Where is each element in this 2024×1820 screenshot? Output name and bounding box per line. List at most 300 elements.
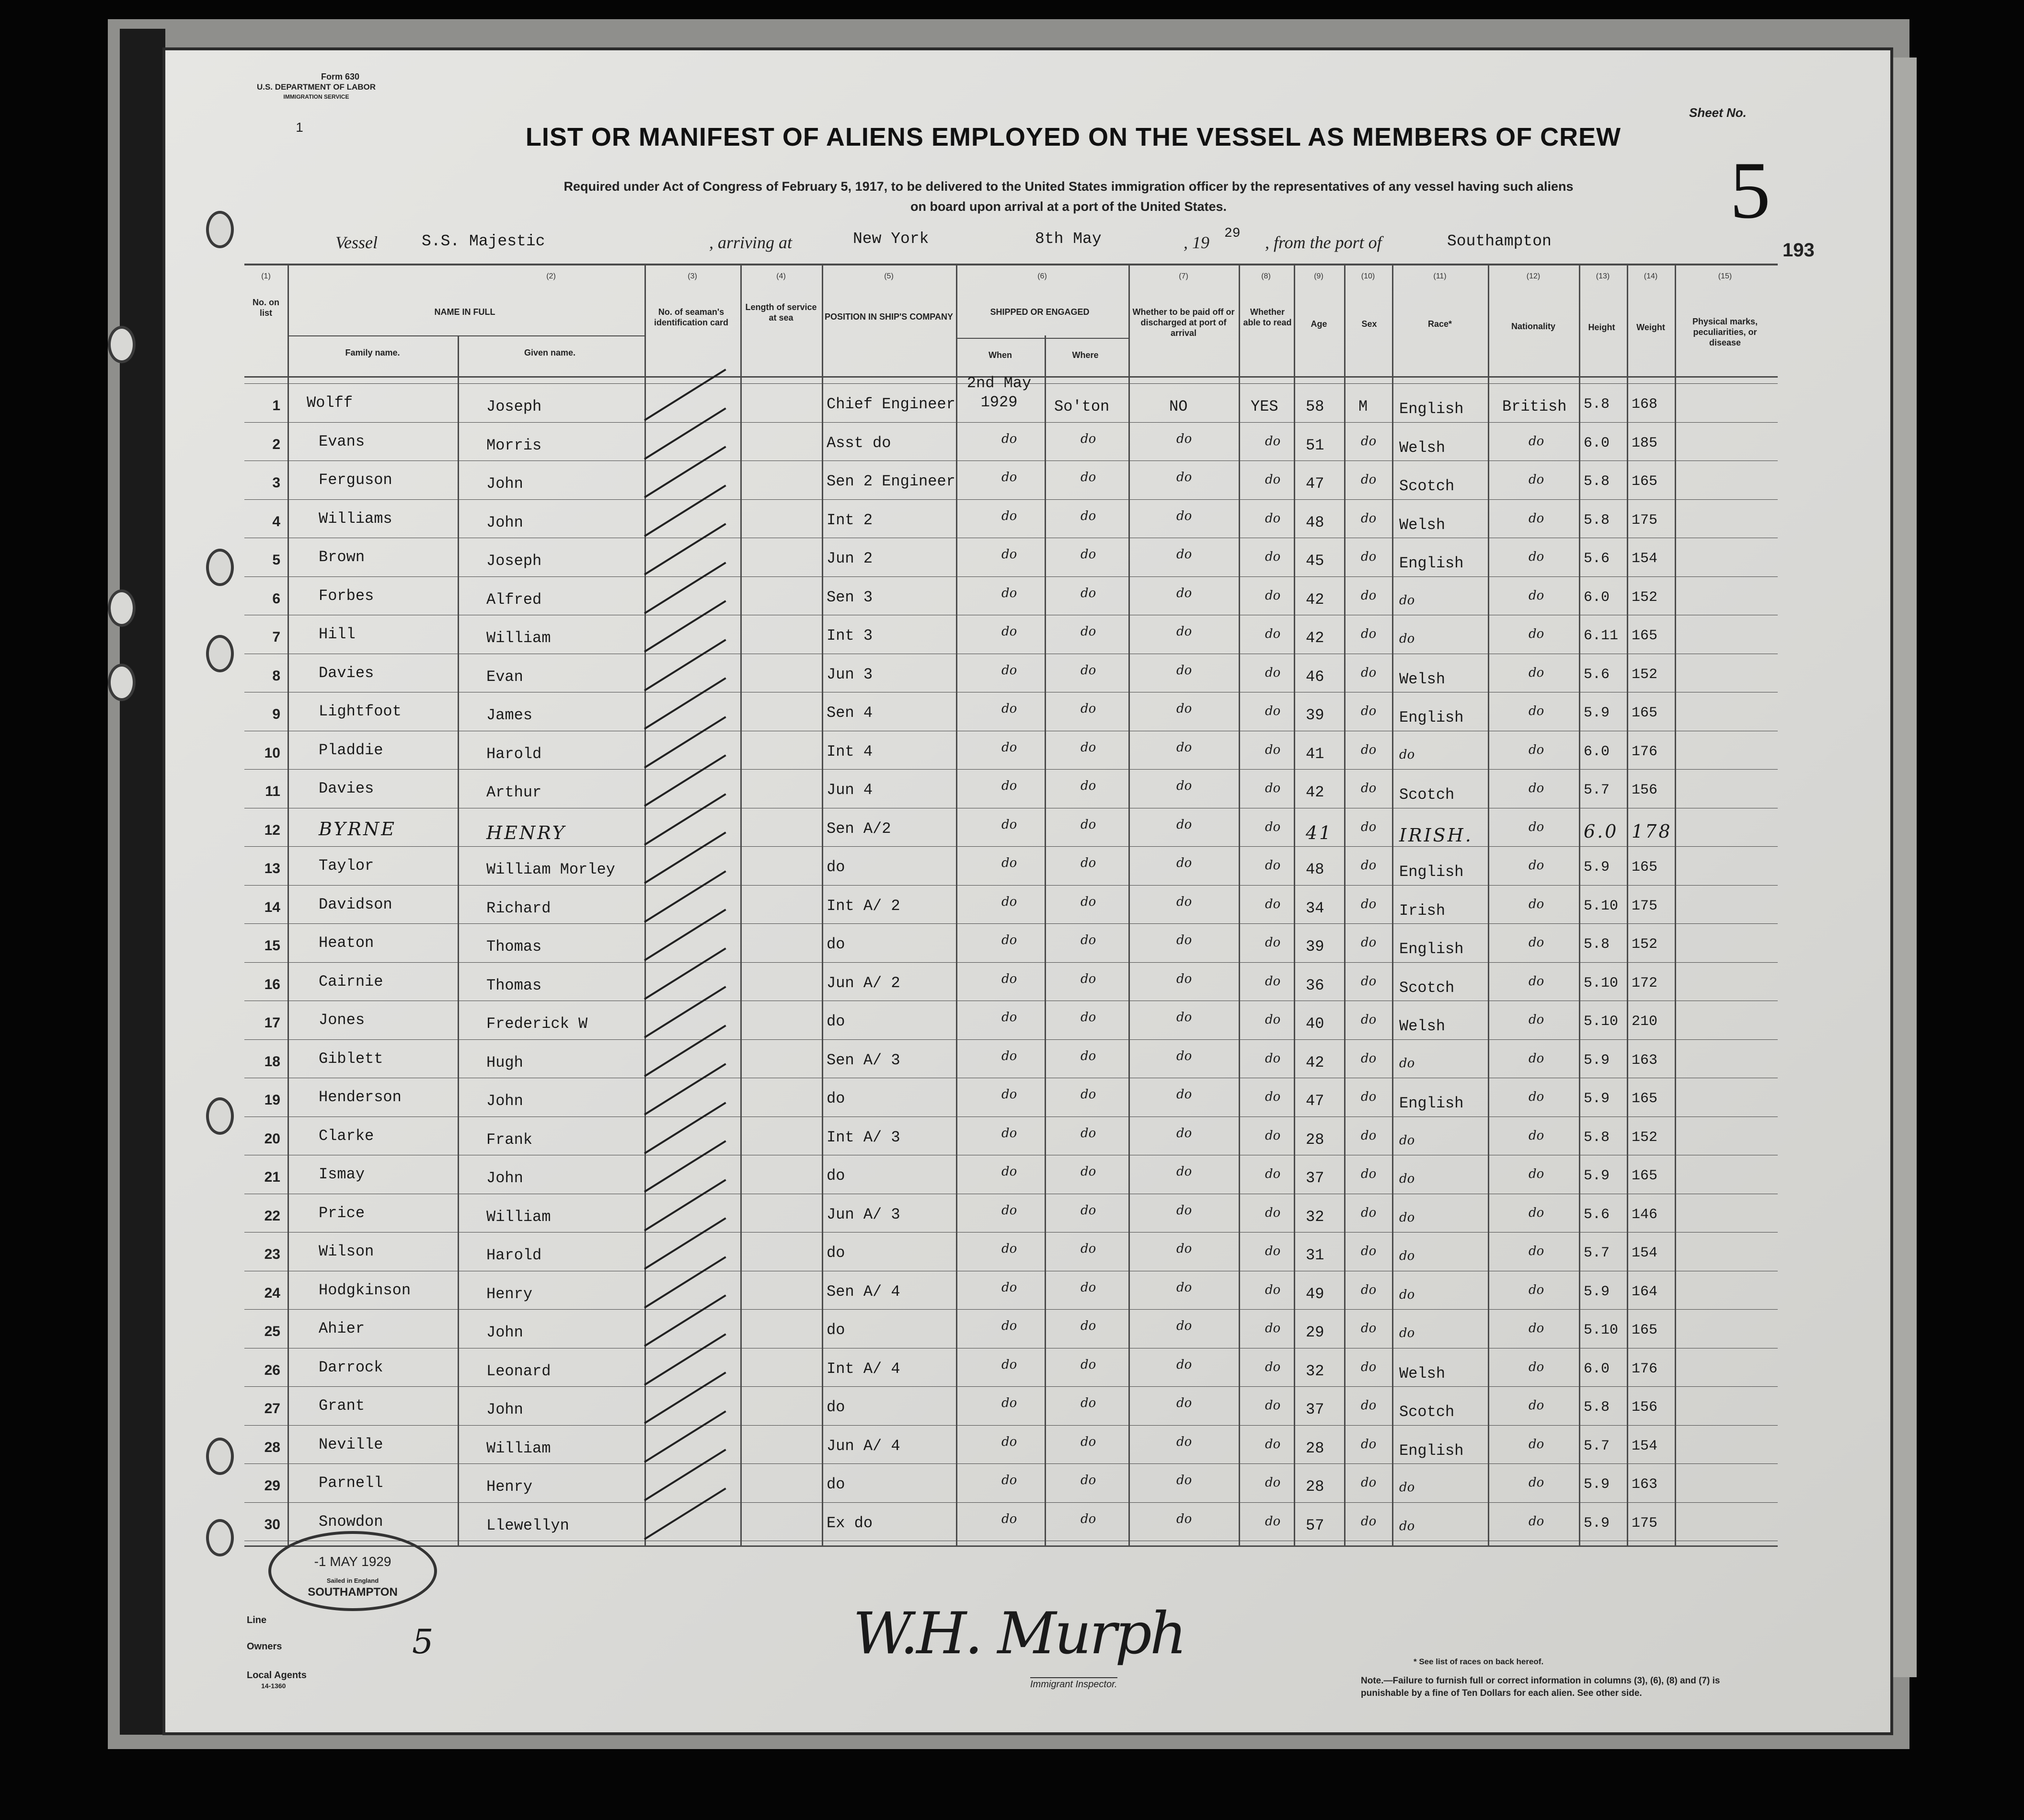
paid-off-ditto: do <box>1176 1473 1192 1487</box>
age: 28 <box>1306 1439 1324 1457</box>
shipped-when-ditto: do <box>1001 702 1017 716</box>
row-rule <box>244 1463 1778 1464</box>
paid-off-ditto: do <box>1176 624 1192 639</box>
race: Scotch <box>1399 477 1455 495</box>
row-rule <box>244 1309 1778 1310</box>
subtitle-line-2: on board upon arrival at a port of the United States. <box>910 199 1227 214</box>
shipped-where-ditto: do <box>1081 586 1096 600</box>
able-to-read-ditto: do <box>1265 819 1281 834</box>
nationality-ditto: do <box>1529 974 1544 989</box>
sex-ditto: do <box>1361 742 1377 757</box>
paid-off-ditto: do <box>1176 894 1192 909</box>
race: English <box>1399 1441 1464 1460</box>
header-nationality: Nationality <box>1511 322 1555 331</box>
paid-off-ditto: do <box>1176 1203 1192 1218</box>
height: 5.9 <box>1584 1283 1610 1300</box>
family-name: Price <box>319 1204 365 1222</box>
race: English <box>1399 554 1464 572</box>
row-number: 14 <box>264 899 280 915</box>
race: English <box>1399 863 1464 881</box>
nationality-ditto: do <box>1529 1321 1544 1336</box>
shipped-where-ditto: do <box>1081 856 1096 870</box>
given-name: Llewellyn <box>486 1516 569 1534</box>
race: Welsh <box>1399 670 1446 688</box>
nationality-ditto: do <box>1529 858 1544 873</box>
shipped-where-ditto: do <box>1081 1126 1096 1140</box>
name-subheader-rule <box>288 335 644 336</box>
able-to-read-ditto: do <box>1265 1321 1281 1336</box>
sex-ditto: do <box>1361 472 1377 487</box>
weight: 156 <box>1632 1399 1658 1416</box>
nationality-ditto: do <box>1529 1051 1544 1066</box>
shipped-where: So'ton <box>1054 398 1110 415</box>
row-number: 16 <box>264 976 280 992</box>
column-number: (8) <box>1261 272 1271 280</box>
sex-ditto: do <box>1361 511 1377 526</box>
row-rule <box>244 846 1778 847</box>
shipped-where-ditto: do <box>1081 1473 1096 1487</box>
able-to-read-ditto: do <box>1265 1205 1281 1220</box>
service-label: IMMIGRATION SERVICE <box>283 93 349 100</box>
position: Jun A/ 2 <box>827 974 900 992</box>
nationality-ditto: do <box>1529 434 1544 449</box>
able-to-read-ditto: do <box>1265 974 1281 989</box>
race: IRISH. <box>1399 824 1473 846</box>
shipped-when-ditto: do <box>1001 856 1017 870</box>
shipped-when-ditto: do <box>1001 1396 1017 1410</box>
row-number: 7 <box>272 629 280 645</box>
header-sex: Sex <box>1361 319 1377 329</box>
nationality-ditto: do <box>1529 588 1544 603</box>
paid-off-ditto: do <box>1176 856 1192 870</box>
race: Welsh <box>1399 516 1446 534</box>
given-name: Thomas <box>486 976 542 994</box>
position: Sen 3 <box>827 588 873 606</box>
manifest-subtitle <box>393 176 1744 217</box>
able-to-read-ditto: do <box>1265 1051 1281 1066</box>
race: do <box>1399 1172 1415 1186</box>
family-name: Williams <box>319 509 392 528</box>
able-to-read-ditto: do <box>1265 627 1281 641</box>
height: 5.8 <box>1584 396 1610 413</box>
nationality: British <box>1502 398 1567 415</box>
given-name: William <box>486 629 551 647</box>
able-to-read-ditto: do <box>1265 1013 1281 1027</box>
height: 5.10 <box>1584 975 1619 991</box>
age: 32 <box>1306 1208 1324 1226</box>
height: 5.6 <box>1584 551 1610 567</box>
shipped-when-ditto: do <box>1001 624 1017 639</box>
column-rule <box>1128 264 1130 1545</box>
given-name: Frederick W <box>486 1015 588 1033</box>
able-to-read-ditto: do <box>1265 665 1281 680</box>
given-name: Harold <box>486 745 542 763</box>
race: do <box>1399 593 1415 608</box>
header-weight: Weight <box>1636 323 1665 332</box>
paid-off-ditto: do <box>1176 586 1192 600</box>
header-able-read: Whether able to read <box>1243 307 1292 327</box>
family-name: Ahier <box>319 1320 365 1337</box>
shipped-when-ditto: do <box>1001 1048 1017 1063</box>
race: do <box>1399 1133 1415 1148</box>
subtitle-line-1: Required under Act of Congress of February 5, 1917, to be delivered to the United States immigration officer by the representatives of any vessel having such aliens <box>564 179 1574 194</box>
row-number: 25 <box>264 1324 280 1339</box>
paid-off-ditto: do <box>1176 1048 1192 1063</box>
race: do <box>1399 1519 1415 1533</box>
row-number: 3 <box>272 475 280 491</box>
position: Jun 3 <box>827 665 873 683</box>
row-number: 19 <box>264 1092 280 1108</box>
age: 49 <box>1306 1285 1324 1303</box>
line-label: Line <box>247 1615 267 1625</box>
shipped-when-ditto: do <box>1001 1087 1017 1102</box>
manifest-title: LIST OR MANIFEST OF ALIENS EMPLOYED ON THE VESSEL AS MEMBERS OF CREW <box>525 123 1622 151</box>
race: Welsh <box>1399 1017 1446 1035</box>
column-number: (12) <box>1526 272 1541 280</box>
paid-off-ditto: do <box>1176 470 1192 484</box>
weight: 152 <box>1632 666 1658 683</box>
punch-hole <box>206 549 234 586</box>
paid-off-ditto: do <box>1176 1010 1192 1025</box>
sex-ditto: do <box>1361 1282 1377 1297</box>
weight: 152 <box>1632 589 1658 606</box>
column-number: (11) <box>1433 272 1447 280</box>
height: 6.0 <box>1584 743 1610 760</box>
able-to-read-ditto: do <box>1265 858 1281 873</box>
row-number: 28 <box>264 1439 280 1455</box>
nationality-ditto: do <box>1529 1398 1544 1413</box>
race: do <box>1399 1326 1415 1340</box>
nationality-ditto: do <box>1529 897 1544 911</box>
position: Sen A/2 <box>827 819 891 838</box>
age: 32 <box>1306 1362 1324 1380</box>
family-name: Lightfoot <box>319 703 402 720</box>
punch-hole <box>206 635 234 672</box>
sex-ditto: do <box>1361 1437 1377 1451</box>
punch-hole <box>206 211 234 248</box>
column-number: (15) <box>1718 272 1732 280</box>
sex-ditto: do <box>1361 1205 1377 1220</box>
weight: 165 <box>1632 473 1658 490</box>
paid-off-ditto: do <box>1176 1164 1192 1179</box>
race: English <box>1399 1094 1464 1112</box>
row-rule <box>244 1425 1778 1426</box>
sex-ditto: do <box>1361 1475 1377 1490</box>
position: Int 4 <box>827 742 873 760</box>
race: English <box>1399 940 1464 958</box>
able-to-read-ditto: do <box>1265 1514 1281 1529</box>
age: 36 <box>1306 976 1324 994</box>
height: 5.8 <box>1584 1129 1610 1146</box>
row-number: 15 <box>264 938 280 954</box>
family-name: Wilson <box>319 1243 374 1260</box>
given-name: Joseph <box>486 552 542 570</box>
paid-off-ditto: do <box>1176 779 1192 793</box>
column-rule <box>644 264 646 1545</box>
header-height: Height <box>1588 323 1615 332</box>
paid-off-ditto: do <box>1176 702 1192 716</box>
column-number: (6) <box>1037 272 1047 280</box>
header-family-name: Family name. <box>345 348 400 357</box>
position: Sen 4 <box>827 704 873 722</box>
column-number: (2) <box>546 272 556 280</box>
family-name: Pladdie <box>319 741 383 759</box>
header-when: When <box>989 350 1012 360</box>
form-number: Form 630 <box>321 72 360 81</box>
paid-off-ditto: do <box>1176 817 1192 832</box>
stamp-small: Sailed in England <box>326 1577 379 1584</box>
shipped-where-ditto: do <box>1081 470 1096 484</box>
sex-ditto: do <box>1361 1321 1377 1336</box>
weight: 168 <box>1632 396 1658 413</box>
age: 47 <box>1306 475 1324 493</box>
row-number: 11 <box>265 783 280 799</box>
age: 39 <box>1306 706 1324 724</box>
height: 6.0 <box>1584 589 1610 606</box>
row-rule <box>244 576 1778 577</box>
row-number: 1 <box>272 398 280 414</box>
punch-hole <box>206 1438 234 1475</box>
table-top-rule <box>244 264 1778 265</box>
row-rule <box>244 962 1778 963</box>
shipped-where-ditto: do <box>1081 1242 1096 1256</box>
height: 6.0 <box>1584 1360 1610 1377</box>
race: Irish <box>1399 901 1446 920</box>
sex-ditto: do <box>1361 1514 1377 1529</box>
header-name-in-full: NAME IN FULL <box>434 307 495 317</box>
punch-hole <box>108 664 136 701</box>
family-name: Darrock <box>319 1358 383 1376</box>
given-name: Thomas <box>486 938 542 956</box>
row-rule <box>244 885 1778 886</box>
sex-ditto: do <box>1361 1167 1377 1181</box>
given-name: John <box>486 1324 523 1341</box>
weight: 154 <box>1632 1438 1658 1454</box>
height: 5.9 <box>1584 859 1610 875</box>
position: Jun A/ 3 <box>827 1205 900 1223</box>
race: do <box>1399 1480 1415 1495</box>
header-age: Age <box>1311 319 1327 329</box>
nationality-ditto: do <box>1529 742 1544 757</box>
row-number: 27 <box>264 1401 280 1417</box>
column-rule <box>1392 264 1393 1545</box>
able-to-read-ditto: do <box>1265 1437 1281 1451</box>
nationality-ditto: do <box>1529 1282 1544 1297</box>
paid-off-ditto: do <box>1176 1357 1192 1372</box>
height: 5.6 <box>1584 666 1610 683</box>
departure-port: Southampton <box>1447 232 1552 250</box>
race: Welsh <box>1399 438 1446 457</box>
owners-value: 5 <box>412 1622 434 1661</box>
able-to-read: YES <box>1251 398 1278 415</box>
position: Asst do <box>827 434 891 452</box>
position: Int 3 <box>827 627 873 645</box>
family-name: Evans <box>319 432 365 450</box>
shipped-where-ditto: do <box>1081 1396 1096 1410</box>
given-name: Harold <box>486 1246 542 1264</box>
family-name: Davies <box>319 664 374 682</box>
header-position: POSITION IN SHIP'S COMPANY <box>825 312 953 322</box>
age: 51 <box>1306 436 1324 454</box>
race: do <box>1399 1249 1415 1263</box>
shipped-when-ditto: do <box>1001 1164 1017 1179</box>
height: 5.9 <box>1584 1091 1610 1107</box>
height: 5.8 <box>1584 936 1610 953</box>
able-to-read-ditto: do <box>1265 472 1281 487</box>
binder-edge <box>120 29 165 1735</box>
row-rule <box>244 769 1778 770</box>
able-to-read-ditto: do <box>1265 1398 1281 1413</box>
weight: 210 <box>1632 1014 1658 1030</box>
row-rule <box>244 923 1778 924</box>
given-name: HENRY <box>486 822 566 843</box>
column-rule <box>1344 264 1346 1545</box>
shipped-when-ditto: do <box>1001 1434 1017 1449</box>
age: 28 <box>1306 1130 1324 1149</box>
row-number: 24 <box>264 1285 280 1301</box>
given-name: Arthur <box>486 783 542 801</box>
position: do <box>827 935 845 953</box>
weight: 165 <box>1632 1091 1658 1107</box>
family-name: Snowdon <box>319 1512 383 1531</box>
row-number: 21 <box>264 1169 280 1185</box>
column-rule <box>1579 264 1580 1545</box>
age: 28 <box>1306 1478 1324 1496</box>
shipped-where-ditto: do <box>1081 702 1096 716</box>
nationality-ditto: do <box>1529 627 1544 641</box>
race: do <box>1399 632 1415 646</box>
column-number: (10) <box>1361 272 1375 280</box>
able-to-read-ditto: do <box>1265 511 1281 526</box>
given-name: Alfred <box>486 590 542 609</box>
family-name: Grant <box>319 1397 365 1415</box>
sex-ditto: do <box>1361 1051 1377 1066</box>
position: Sen A/ 3 <box>827 1051 900 1069</box>
age: 42 <box>1306 783 1324 801</box>
age: 37 <box>1306 1401 1324 1418</box>
position: Jun 2 <box>827 550 873 567</box>
shipped-when-ditto: do <box>1001 1357 1017 1372</box>
column-rule <box>822 264 823 1545</box>
header-physical-marks: Physical marks, peculiarities, or disease <box>1692 317 1758 347</box>
sheet-no-value: 5 <box>1730 145 1771 235</box>
shipped-where-ditto: do <box>1081 1319 1096 1333</box>
shipped-where-ditto: do <box>1081 1164 1096 1179</box>
given-name: Joseph <box>486 398 542 415</box>
header-where: Where <box>1072 350 1099 360</box>
position: Jun 4 <box>827 781 873 799</box>
weight: 164 <box>1632 1283 1658 1300</box>
form-code: 14-1360 <box>261 1682 286 1690</box>
shipped-when: 2nd May 1929 <box>966 374 1032 411</box>
sex-ditto: do <box>1361 550 1377 564</box>
row-rule <box>244 1502 1778 1503</box>
age: 39 <box>1306 938 1324 956</box>
age: 42 <box>1306 1053 1324 1071</box>
table-bottom-rule <box>244 1545 1778 1547</box>
shipped-where-ditto: do <box>1081 894 1096 909</box>
shipped-where-ditto: do <box>1081 1048 1096 1063</box>
weight: 163 <box>1632 1476 1658 1493</box>
shipped-where-ditto: do <box>1081 624 1096 639</box>
height: 5.8 <box>1584 1399 1610 1416</box>
weight: 152 <box>1632 936 1658 953</box>
family-name: Hodgkinson <box>319 1281 411 1299</box>
sex-ditto: do <box>1361 588 1377 603</box>
corner-mark: 1 <box>296 120 303 135</box>
height: 5.8 <box>1584 473 1610 490</box>
weight: 154 <box>1632 1245 1658 1261</box>
column-number: (14) <box>1644 272 1658 280</box>
nationality-ditto: do <box>1529 1090 1544 1104</box>
punch-hole <box>206 1519 234 1556</box>
given-name: Henry <box>486 1478 533 1496</box>
paid-off-ditto: do <box>1176 431 1192 446</box>
from-port-label: , from the port of <box>1265 233 1382 252</box>
column-number: (9) <box>1314 272 1323 280</box>
paid-off-ditto: do <box>1176 1087 1192 1102</box>
nationality-ditto: do <box>1529 781 1544 795</box>
age: 42 <box>1306 629 1324 647</box>
row-number: 13 <box>264 861 280 876</box>
family-name: BYRNE <box>319 818 396 840</box>
arrival-year: 29 <box>1224 226 1241 241</box>
header-race: Race* <box>1427 319 1452 329</box>
row-number: 10 <box>264 745 280 761</box>
shipped-when-ditto: do <box>1001 547 1017 562</box>
column-rule <box>956 264 957 1545</box>
shipped-where-ditto: do <box>1081 1010 1096 1025</box>
able-to-read-ditto: do <box>1265 781 1281 795</box>
family-name: Clarke <box>319 1127 374 1145</box>
stamp-city: SOUTHAMPTON <box>308 1586 398 1599</box>
given-name: William <box>486 1208 551 1226</box>
able-to-read-ditto: do <box>1265 1475 1281 1490</box>
height: 5.10 <box>1584 1322 1619 1338</box>
age: 37 <box>1306 1169 1324 1187</box>
arrival-port: New York <box>853 230 929 248</box>
shipped-when-ditto: do <box>1001 1319 1017 1333</box>
family-name: Hill <box>319 625 356 643</box>
shipped-when-ditto: do <box>1001 1511 1017 1526</box>
given-name: John <box>486 475 523 493</box>
shipped-when-ditto: do <box>1001 508 1017 523</box>
age: 34 <box>1306 899 1324 917</box>
stamp-date: -1 MAY 1929 <box>314 1554 391 1569</box>
race: do <box>1399 1210 1415 1225</box>
height: 6.0 <box>1584 435 1610 451</box>
family-name: Davies <box>319 780 374 797</box>
column-rule <box>1294 264 1295 1545</box>
family-name: Neville <box>319 1435 383 1453</box>
weight: 176 <box>1632 1360 1658 1377</box>
race: Scotch <box>1399 786 1455 804</box>
weight: 154 <box>1632 551 1658 567</box>
able-to-read-ditto: do <box>1265 742 1281 757</box>
year-label: , 19 <box>1184 233 1209 252</box>
shipped-when-ditto: do <box>1001 894 1017 909</box>
punch-hole <box>108 326 136 363</box>
weight: 165 <box>1632 859 1658 875</box>
family-name: Henderson <box>319 1088 402 1106</box>
race: Scotch <box>1399 979 1455 997</box>
family-name: Brown <box>319 548 365 566</box>
able-to-read-ditto: do <box>1265 897 1281 911</box>
position: do <box>827 858 845 876</box>
height: 5.9 <box>1584 1515 1610 1532</box>
height: 6.0 <box>1584 820 1619 842</box>
paid-off-ditto: do <box>1176 740 1192 755</box>
